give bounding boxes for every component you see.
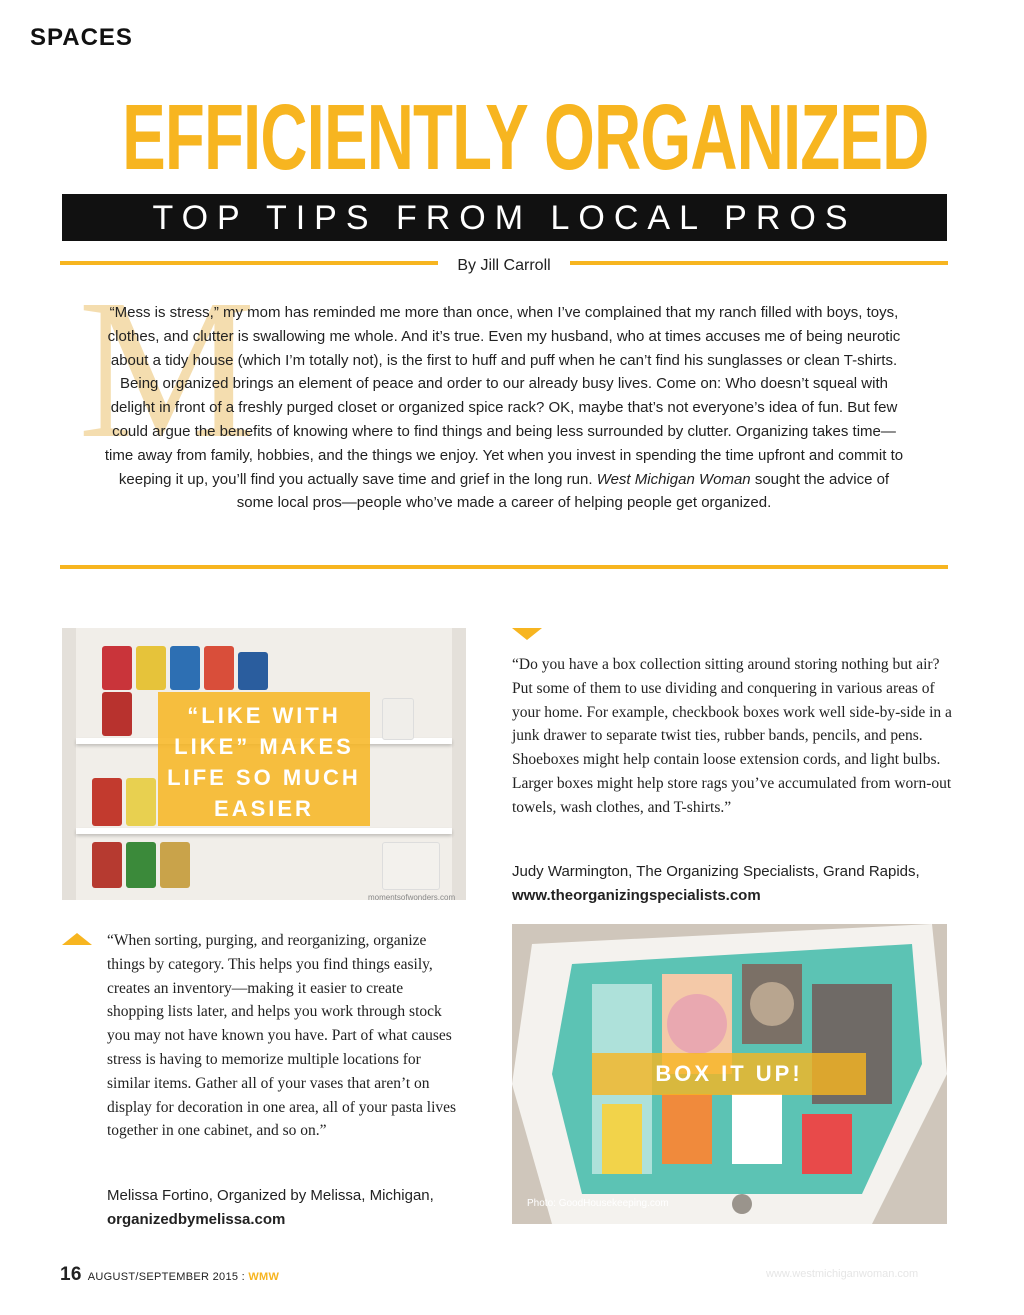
intro-paragraph (100, 301, 908, 515)
pantry-can (204, 646, 234, 690)
section-label: SPACES (30, 24, 133, 51)
pantry-can (170, 646, 200, 690)
byline-rule-right (570, 261, 948, 265)
attribution-left (107, 1184, 467, 1231)
attribution-left-name: Melissa Fortino, Organized by Melissa, Michigan, (107, 1187, 434, 1204)
pantry-wall-right (452, 628, 466, 900)
drawer-photo-credit: Photo: GoodHousekeeping.com (527, 1198, 669, 1209)
pantry-wall-left (62, 628, 76, 900)
headline: EFFICIENTLY ORGANIZED (122, 85, 929, 190)
byline: By Jill Carroll (457, 257, 551, 274)
drawer-caption: BOX IT UP! (592, 1053, 866, 1095)
attribution-right (512, 860, 952, 907)
pantry-can (92, 842, 122, 888)
pantry-caption: “LIKE WITH LIKE” MAKES LIFE SO MUCH EASIER (158, 692, 370, 826)
footer-url[interactable]: www.westmichiganwoman.com (766, 1268, 919, 1280)
magazine-abbr: WMW (248, 1271, 280, 1283)
pantry-can (136, 646, 166, 690)
folio (60, 1264, 279, 1286)
pantry-can (238, 652, 268, 690)
pantry-can (160, 842, 190, 888)
attribution-right-name: Judy Warmington, The Organizing Specialists, Grand Rapids, (512, 863, 920, 880)
intro-text-1: “Mess is stress,” my mom has reminded me more than once, when I’ve complained that my ranch filled with boys, toys, clothes, and clutter is swallowing me whole. And it’s true. Even my husband, who at times accuses me of being neurotic about a tidy house (which I’m totally not), is the first to huff and puff when he can’t find his sunglasses or clean T-shirts. Being organized brings an element of peace and order to our already busy lives. Come on: Who doesn’t squeal with delight in front of a freshly purged closet or organized spice rack? OK, maybe that’s not everyone’s idea of fun. But few could argue the benefits of knowing where to find things and being less surrounded by clutter. Organizing takes time—time away from family, hobbies, and the things we enjoy. Yet when you invest in spending the time upfront and commit to keeping it up, you’ll find you actually save time and grief in the long run. (104, 304, 904, 488)
intro-magazine-name: West Michigan Woman (596, 470, 751, 488)
pantry-can (102, 692, 132, 736)
triangle-down-icon (512, 628, 542, 640)
dropcap: M (78, 259, 256, 480)
pantry-can (126, 778, 156, 826)
quote-right: “Do you have a box collection sitting around storing nothing but air? Put some of them to use dividing and conquering in various areas of your home. For example, checkbook boxes work well side-by-side in a junk drawer to separate twist ties, rubber bands, pencils, and pens. Shoeboxes might help contain loose extension cords, and light bulbs. Larger boxes might help store rags you’ve accumulated from worn-out towels, wash clothes, and T-shirts.” (512, 656, 952, 816)
attribution-left-url[interactable]: organizedbymelissa.com (107, 1210, 286, 1228)
attribution-right-url[interactable]: www.theorganizingspecialists.com (512, 886, 761, 904)
quote-left: “When sorting, purging, and reorganizing, organize things by category. This helps you find things easily, creates an inventory—making it easier to create shopping lists later, and helps you work through stock you may not have known you have. Part of what causes stress is having to memorize multiple locations for similar items. Gather all of your vases that aren’t on display for decoration in one area, all of your pasta lives together in one cabinet, and so on.” (107, 932, 457, 1140)
pantry-can (92, 778, 122, 826)
pantry-photo-credit: momentsofwonders.com (368, 893, 456, 902)
page-number: 16 (60, 1264, 82, 1285)
subhead: TOP TIPS FROM LOCAL PROS (152, 199, 857, 237)
pantry-can (126, 842, 156, 888)
intro-bottom-rule (60, 565, 948, 569)
issue-date: AUGUST/SEPTEMBER 2015 : (87, 1271, 246, 1283)
intro-text-2: sought the advice of some local pros—people who’ve made a career of helping people get organized. (236, 470, 890, 512)
triangle-up-icon (62, 933, 92, 945)
pantry-shelf (76, 828, 452, 834)
pantry-basket (382, 698, 414, 740)
pantry-can (102, 646, 132, 690)
pantry-basket (382, 842, 440, 890)
